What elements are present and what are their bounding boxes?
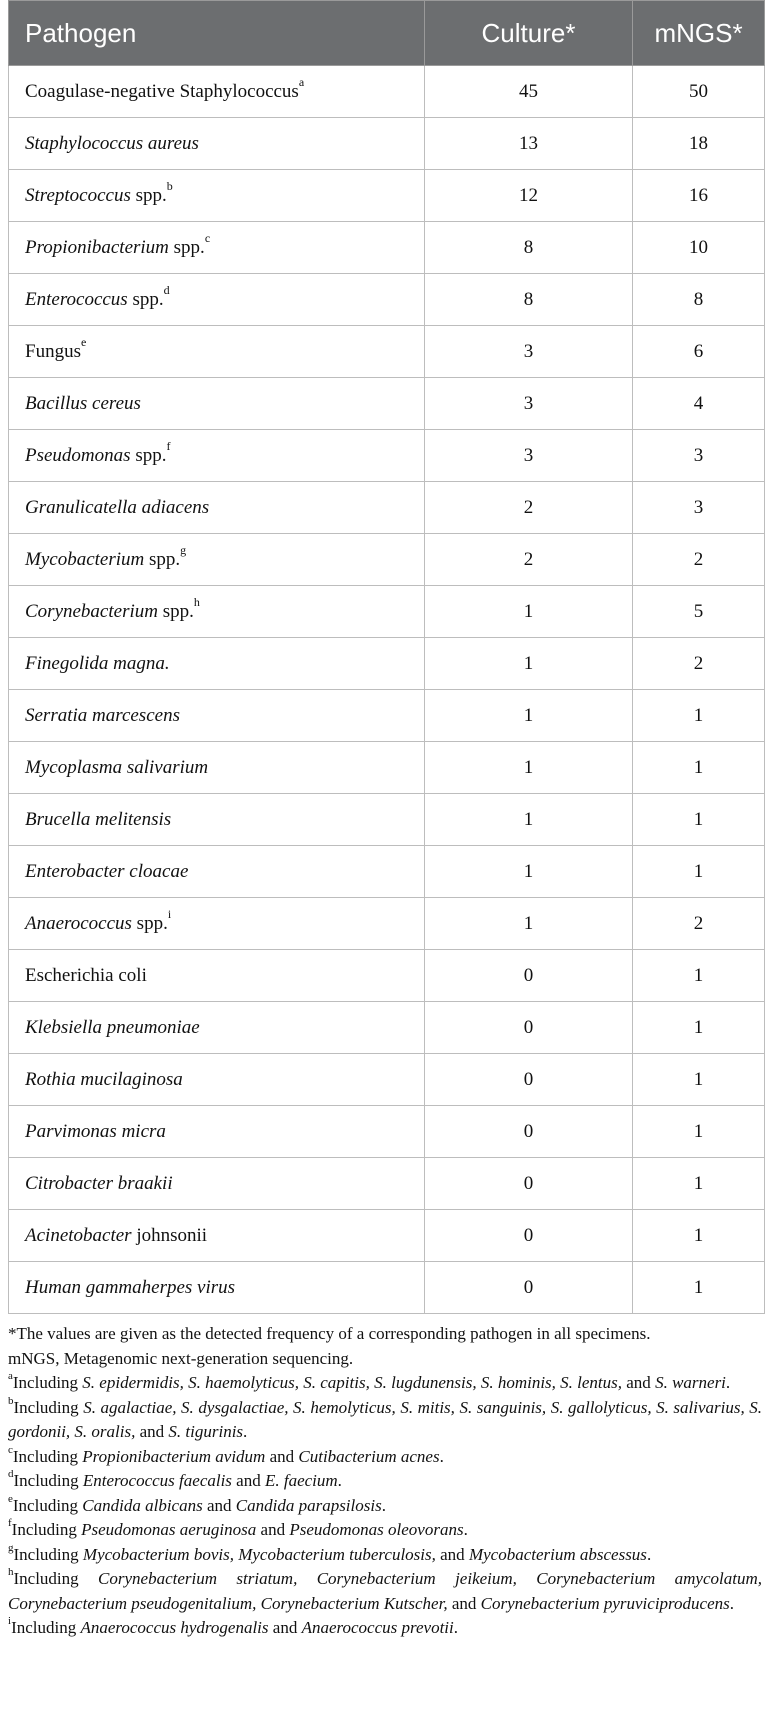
footnote-marker: h xyxy=(193,595,200,610)
pathogen-name: Coagulase-negative Staphylococcus xyxy=(25,80,299,102)
pathogen-name-tail: spp. xyxy=(168,236,205,258)
mngs-count: 2 xyxy=(633,898,765,950)
culture-count: 8 xyxy=(425,274,633,326)
pathogen-cell xyxy=(9,222,425,274)
culture-count: 1 xyxy=(425,898,633,950)
mngs-count: 3 xyxy=(633,482,765,534)
pathogen-name: Pseudomonas xyxy=(25,444,131,466)
pathogen-cell xyxy=(9,378,425,430)
table-row xyxy=(9,1002,765,1054)
mngs-count: 3 xyxy=(633,430,765,482)
footnote-marker: a xyxy=(298,75,305,90)
pathogen-name: Enterobacter cloacae xyxy=(25,860,189,882)
footnote-a: $^a$Including S. epidermidis, S. haemolyticus, S. capitis, S. lugdunensis, S. hominis, S. lentus, and S. warneri. xyxy=(8,1370,731,1392)
footnote-e: $^e$Including Candida albicans and Candida parapsilosis. xyxy=(8,1492,386,1515)
pathogen-cell xyxy=(9,950,425,1002)
culture-count: 3 xyxy=(425,430,633,482)
culture-count: 1 xyxy=(425,846,633,898)
footnote-marker: b xyxy=(166,179,173,194)
pathogen-name: Mycobacterium xyxy=(25,548,145,570)
table-row xyxy=(9,742,765,794)
pathogen-name-tail: spp. xyxy=(127,288,164,310)
footnote-marker: d xyxy=(163,283,170,298)
mngs-count: 1 xyxy=(633,690,765,742)
culture-count: 0 xyxy=(425,1210,633,1262)
pathogen-name: Fungus xyxy=(25,340,81,362)
footnote-g: $^g$Including Mycobacterium bovis, Mycobacterium tuberculosis, and Mycobacterium abscessus. xyxy=(8,1541,652,1564)
mngs-count: 1 xyxy=(633,742,765,794)
pathogen-name: Brucella melitensis xyxy=(25,808,172,830)
header-pathogen: Pathogen xyxy=(9,1,425,66)
pathogen-name: Bacillus cereus xyxy=(25,392,141,414)
pathogen-cell xyxy=(9,274,425,326)
culture-count: 1 xyxy=(425,794,633,846)
mngs-count: 10 xyxy=(633,222,765,274)
pathogen-cell xyxy=(9,1210,425,1262)
footnote-marker: f xyxy=(166,439,171,454)
mngs-count: 8 xyxy=(633,274,765,326)
table-row xyxy=(9,326,765,378)
pathogen-name: Parvimonas micra xyxy=(25,1120,166,1142)
culture-count: 0 xyxy=(425,1106,633,1158)
pathogen-cell xyxy=(9,898,425,950)
table-row xyxy=(9,1210,765,1262)
pathogen-cell xyxy=(9,534,425,586)
pathogen-name: Acinetobacter xyxy=(25,1224,132,1246)
culture-count: 1 xyxy=(425,690,633,742)
pathogen-cell xyxy=(9,742,425,794)
table-row xyxy=(9,170,765,222)
header-culture: Culture* xyxy=(425,1,633,66)
mngs-count: 18 xyxy=(633,118,765,170)
culture-count: 1 xyxy=(425,638,633,690)
pathogen-name-tail: spp. xyxy=(130,444,167,466)
pathogen-name-tail: spp. xyxy=(130,184,167,206)
mngs-count: 1 xyxy=(633,950,765,1002)
table-row xyxy=(9,846,765,898)
pathogen-name: Corynebacterium xyxy=(25,600,158,622)
table-row xyxy=(9,1054,765,1106)
pathogen-name-tail: spp. xyxy=(131,912,168,934)
table-row xyxy=(9,794,765,846)
culture-count: 0 xyxy=(425,950,633,1002)
mngs-count: 4 xyxy=(633,378,765,430)
table-row xyxy=(9,66,765,118)
pathogen-table xyxy=(8,0,765,1314)
culture-count: 1 xyxy=(425,742,633,794)
mngs-count: 2 xyxy=(633,638,765,690)
pathogen-cell xyxy=(9,794,425,846)
pathogen-name: Propionibacterium xyxy=(25,236,169,258)
table-row xyxy=(9,638,765,690)
header-row xyxy=(9,1,765,66)
footnote-star: *The values are given as the detected frequency of a corresponding pathogen in all specimens. xyxy=(8,1324,651,1343)
footnote-h: $^h$Including Corynebacterium striatum, Corynebacterium jeikeium, Corynebacterium amycolatum, Corynebacterium pseudogenitalium, Corynebacterium Kutscher, and Corynebacterium pyruviciproducens. xyxy=(8,1566,763,1613)
pathogen-name-tail: spp. xyxy=(144,548,181,570)
pathogen-cell xyxy=(9,1158,425,1210)
footnote-marker: e xyxy=(80,335,87,350)
mngs-count: 6 xyxy=(633,326,765,378)
mngs-count: 5 xyxy=(633,586,765,638)
pathogen-cell xyxy=(9,586,425,638)
mngs-count: 1 xyxy=(633,1262,765,1314)
culture-count: 3 xyxy=(425,378,633,430)
pathogen-cell xyxy=(9,326,425,378)
footnote-marker: i xyxy=(167,907,172,922)
culture-count: 0 xyxy=(425,1002,633,1054)
culture-count: 45 xyxy=(425,66,633,118)
table-row xyxy=(9,534,765,586)
mngs-count: 1 xyxy=(633,794,765,846)
pathogen-name: Serratia marcescens xyxy=(25,704,180,726)
footnote-i: $^i$Including Anaerococcus hydrogenalis and Anaerococcus prevotii. xyxy=(8,1615,458,1637)
table-row xyxy=(9,950,765,1002)
mngs-count: 1 xyxy=(633,1106,765,1158)
pathogen-name: Anaerococcus xyxy=(25,912,132,934)
pathogen-cell xyxy=(9,1106,425,1158)
table-row xyxy=(9,482,765,534)
culture-count: 0 xyxy=(425,1054,633,1106)
pathogen-cell xyxy=(9,1002,425,1054)
footnote-b: $^b$Including S. agalactiae, S. dysgalactiae, S. hemolyticus, S. mitis, S. sanguinis, S. gallolyticus, S. salivarius, S. gordonii, S. oralis, and S. tigurinis. xyxy=(8,1394,762,1441)
pathogen-cell xyxy=(9,430,425,482)
table-row xyxy=(9,586,765,638)
culture-count: 8 xyxy=(425,222,633,274)
pathogen-name: Rothia mucilaginosa xyxy=(25,1068,183,1090)
culture-count: 2 xyxy=(425,534,633,586)
table-body xyxy=(9,66,765,1314)
culture-count: 0 xyxy=(425,1158,633,1210)
footnote-f: $^f$Including Pseudomonas aeruginosa and Pseudomonas oleovorans. xyxy=(8,1517,468,1539)
pathogen-name-tail: spp. xyxy=(157,600,194,622)
pathogen-cell xyxy=(9,66,425,118)
mngs-count: 1 xyxy=(633,846,765,898)
pathogen-name: Streptococcus xyxy=(25,184,131,206)
footnote-c: $^c$Including Propionibacterium avidum and Cutibacterium acnes. xyxy=(8,1443,444,1466)
table-row xyxy=(9,430,765,482)
header-mngs: mNGS* xyxy=(633,1,765,66)
pathogen-cell xyxy=(9,482,425,534)
pathogen-cell xyxy=(9,1054,425,1106)
pathogen-name: Finegolida magna. xyxy=(25,652,170,674)
table-row xyxy=(9,898,765,950)
pathogen-name: Staphylococcus aureus xyxy=(25,132,199,154)
mngs-count: 50 xyxy=(633,66,765,118)
table-row xyxy=(9,1158,765,1210)
culture-count: 1 xyxy=(425,586,633,638)
mngs-count: 2 xyxy=(633,534,765,586)
table-row xyxy=(9,1262,765,1314)
pathogen-cell xyxy=(9,1262,425,1314)
table-row xyxy=(9,690,765,742)
pathogen-name: Enterococcus xyxy=(25,288,128,310)
mngs-count: 1 xyxy=(633,1158,765,1210)
pathogen-name: Granulicatella adiacens xyxy=(25,496,210,518)
mngs-count: 1 xyxy=(633,1210,765,1262)
pathogen-cell xyxy=(9,638,425,690)
table-row xyxy=(9,118,765,170)
pathogen-name-tail: johnsonii xyxy=(131,1224,208,1246)
pathogen-cell xyxy=(9,118,425,170)
pathogen-name: Mycoplasma salivarium xyxy=(25,756,209,778)
table-container xyxy=(8,0,764,1641)
table-row xyxy=(9,378,765,430)
footnote-d: $^d$Including Enterococcus faecalis and E. faecium. xyxy=(8,1468,342,1490)
footnote-abbrev: mNGS, Metagenomic next-generation sequencing. xyxy=(8,1348,354,1368)
culture-count: 13 xyxy=(425,118,633,170)
footnotes xyxy=(8,1322,764,1641)
footnote-marker: g xyxy=(180,543,187,558)
table-row xyxy=(9,274,765,326)
table-row xyxy=(9,222,765,274)
culture-count: 2 xyxy=(425,482,633,534)
culture-count: 0 xyxy=(425,1262,633,1314)
mngs-count: 16 xyxy=(633,170,765,222)
pathogen-cell xyxy=(9,846,425,898)
footnote-marker: c xyxy=(204,231,211,246)
pathogen-name: Klebsiella pneumoniae xyxy=(25,1016,200,1038)
culture-count: 3 xyxy=(425,326,633,378)
pathogen-name: Citrobacter braakii xyxy=(25,1172,173,1194)
table-row xyxy=(9,1106,765,1158)
pathogen-name: Escherichia coli xyxy=(25,964,147,986)
pathogen-name: Human gammaherpes virus xyxy=(25,1276,236,1298)
mngs-count: 1 xyxy=(633,1054,765,1106)
pathogen-cell xyxy=(9,170,425,222)
pathogen-cell xyxy=(9,690,425,742)
mngs-count: 1 xyxy=(633,1002,765,1054)
culture-count: 12 xyxy=(425,170,633,222)
